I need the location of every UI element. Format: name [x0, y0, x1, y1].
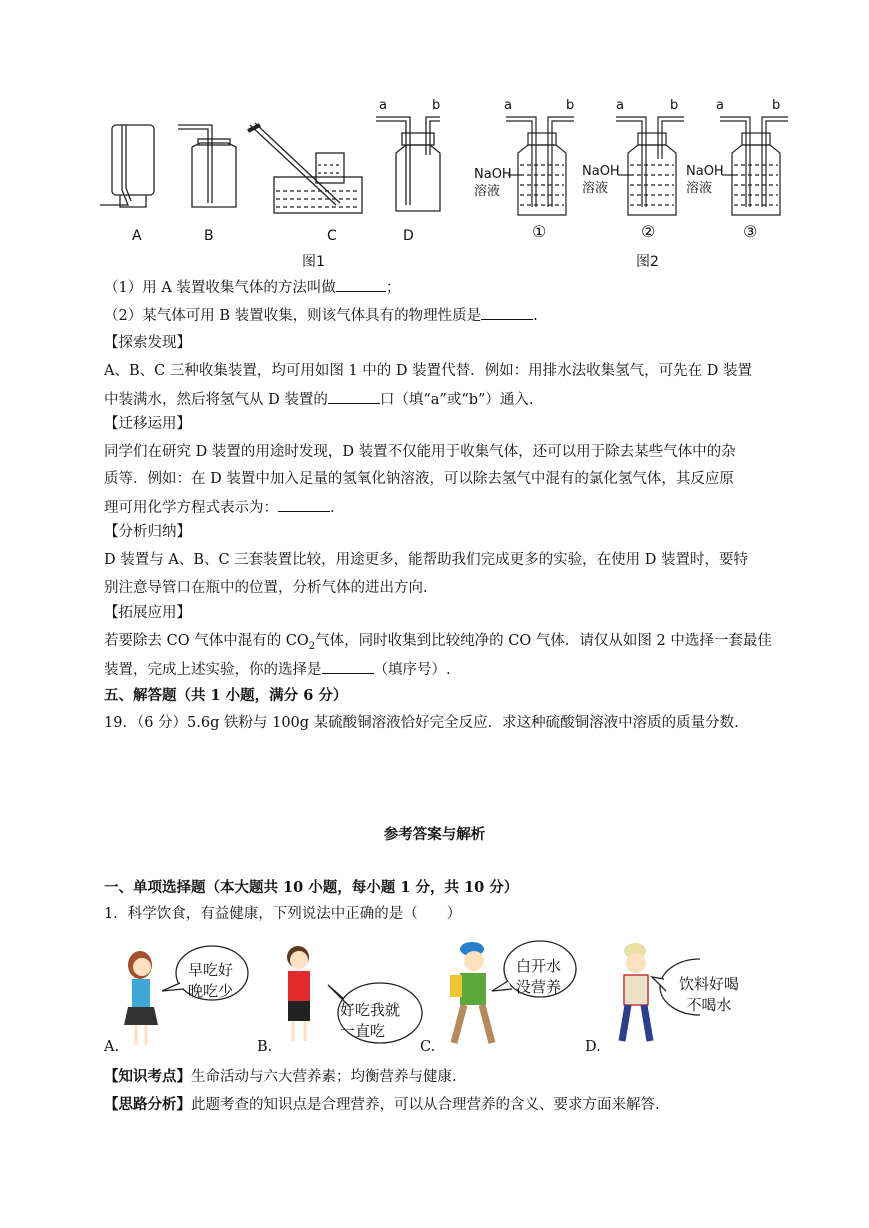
choice-c-walker: [450, 942, 492, 1043]
choice-d-label[interactable]: D.: [585, 1039, 601, 1055]
analysis-line-2: 别注意导管口在瓶中的位置，分析气体的进出方向.: [104, 580, 428, 596]
explore-line-2: 中装满水，然后将氢气从 D 装置的 口（填“a”或“b”）通入.: [104, 389, 534, 410]
answer-blank[interactable]: [481, 305, 533, 320]
choice-d-walker: [622, 943, 650, 1041]
figure-2-naoh-bottles: [470, 95, 790, 245]
section-1-title: 一、单项选择题（本大题共 10 小题，每小题 1 分，共 10 分）: [104, 879, 519, 896]
answers-title: 参考答案与解析: [383, 826, 486, 843]
fig1-port-a: a: [379, 98, 387, 113]
answer-blank[interactable]: [322, 659, 374, 674]
fig1-label-a: A: [132, 228, 142, 244]
answer-blank[interactable]: [328, 389, 380, 404]
fig2-port-b-3: b: [772, 98, 781, 113]
choice-a-girl: [124, 951, 158, 1045]
bottle-3: [720, 117, 788, 215]
question-1-line: （1）用 A 装置收集气体的方法叫做 ；: [104, 277, 400, 298]
question-2-line: （2）某气体可用 B 装置收集，则该气体具有的物理性质是 .: [104, 305, 538, 326]
transfer-line-1: 同学们在研究 D 装置的用途时发现，D 装置不仅能用于收集气体，还可以用于除去某些气体中的杂: [104, 444, 736, 460]
fig2-solution-1: NaOH 溶液: [474, 167, 512, 199]
bubble-b-text: 好吃我就 一直吃: [340, 1001, 401, 1040]
answer-blank[interactable]: [278, 497, 330, 512]
apparatus-c: [248, 123, 362, 213]
extend-heading: 【拓展应用】: [104, 605, 191, 621]
choice-b-label[interactable]: B.: [257, 1039, 273, 1055]
fig2-caption: 图2: [636, 254, 659, 270]
apparatus-d: [376, 117, 440, 211]
bubble-d-text: 饮料好喝 不喝水: [678, 975, 739, 1014]
fig2-option-2: ②: [641, 222, 656, 241]
section-5-title: 五、解答题（共 1 小题，满分 6 分）: [104, 687, 348, 704]
question-19: 19．（6 分）5.6g 铁粉与 100g 某硫酸铜溶液恰好完全反应．求这种硫酸铜溶液中溶质的质量分数.: [104, 715, 739, 731]
fig2-option-1: ①: [532, 222, 547, 241]
choice-c-label[interactable]: C.: [420, 1039, 436, 1055]
fig2-port-a-1: a: [504, 98, 512, 113]
apparatus-a: [100, 125, 154, 207]
thinking-line: 【思路分析】此题考查的知识点是合理营养，可以从合理营养的含义、要求方面来解答.: [104, 1096, 660, 1113]
fig2-solution-3: NaOH 溶液: [686, 164, 724, 196]
fig2-port-b-1: b: [566, 98, 575, 113]
fig2-option-3: ③: [743, 222, 758, 241]
fig1-port-b: b: [432, 98, 441, 113]
fig2-solution-2: NaOH 溶液: [582, 164, 620, 196]
extend-line-2: 装置，完成上述实验，你的选择是 （填序号）.: [104, 659, 451, 680]
answer-blank[interactable]: [336, 277, 386, 292]
fig2-port-a-2: a: [616, 98, 624, 113]
explore-heading: 【探索发现】: [104, 335, 191, 351]
bottle-2: [616, 117, 684, 215]
choice-a-label[interactable]: A.: [104, 1039, 120, 1055]
fig1-label-d: D: [403, 228, 414, 244]
analysis-heading: 【分析归纳】: [104, 524, 191, 540]
bottle-1: [506, 117, 574, 215]
bubble-c-text: 白开水 没营养: [516, 957, 562, 996]
transfer-heading: 【迁移运用】: [104, 416, 191, 432]
knowledge-line: 【知识考点】生命活动与六大营养素；均衡营养与健康.: [104, 1068, 457, 1085]
fig1-label-c: C: [327, 228, 337, 244]
transfer-line-3: 理可用化学方程式表示为： .: [104, 497, 335, 518]
fig2-port-b-2: b: [670, 98, 679, 113]
transfer-line-2: 质等．例如：在 D 装置中加入足量的氢氧化钠溶液，可以除去氢气中混有的氯化氢气体，其反应原: [104, 471, 734, 487]
figure-1-apparatus: [100, 95, 470, 245]
fig2-port-a-3: a: [716, 98, 724, 113]
fig1-caption: 图1: [302, 254, 325, 270]
analysis-line-1: D 装置与 A、B、C 三套装置比较，用途更多，能帮助我们完成更多的实验，在使用 D 装置时，要特: [104, 552, 749, 568]
extend-line-1: 若要除去 CO 气体中混有的 $CO_2$气体，同时收集到比较纯净的 CO 气体．请仅从如图 2 中选择一套最佳: [104, 633, 772, 652]
bubble-a-text: 早吃好 晚吃少: [188, 961, 234, 1000]
apparatus-b: [178, 125, 236, 207]
choice-b-boy: [287, 946, 310, 1041]
explore-line-1: A、B、C 三种收集装置，均可用如图 1 中的 D 装置代替．例如：用排水法收集氢气，可先在 D 装置: [104, 363, 752, 379]
fig1-label-b: B: [204, 228, 214, 244]
choice-question-1: 1．科学饮食，有益健康，下列说法中正确的是（ ）: [104, 906, 462, 922]
